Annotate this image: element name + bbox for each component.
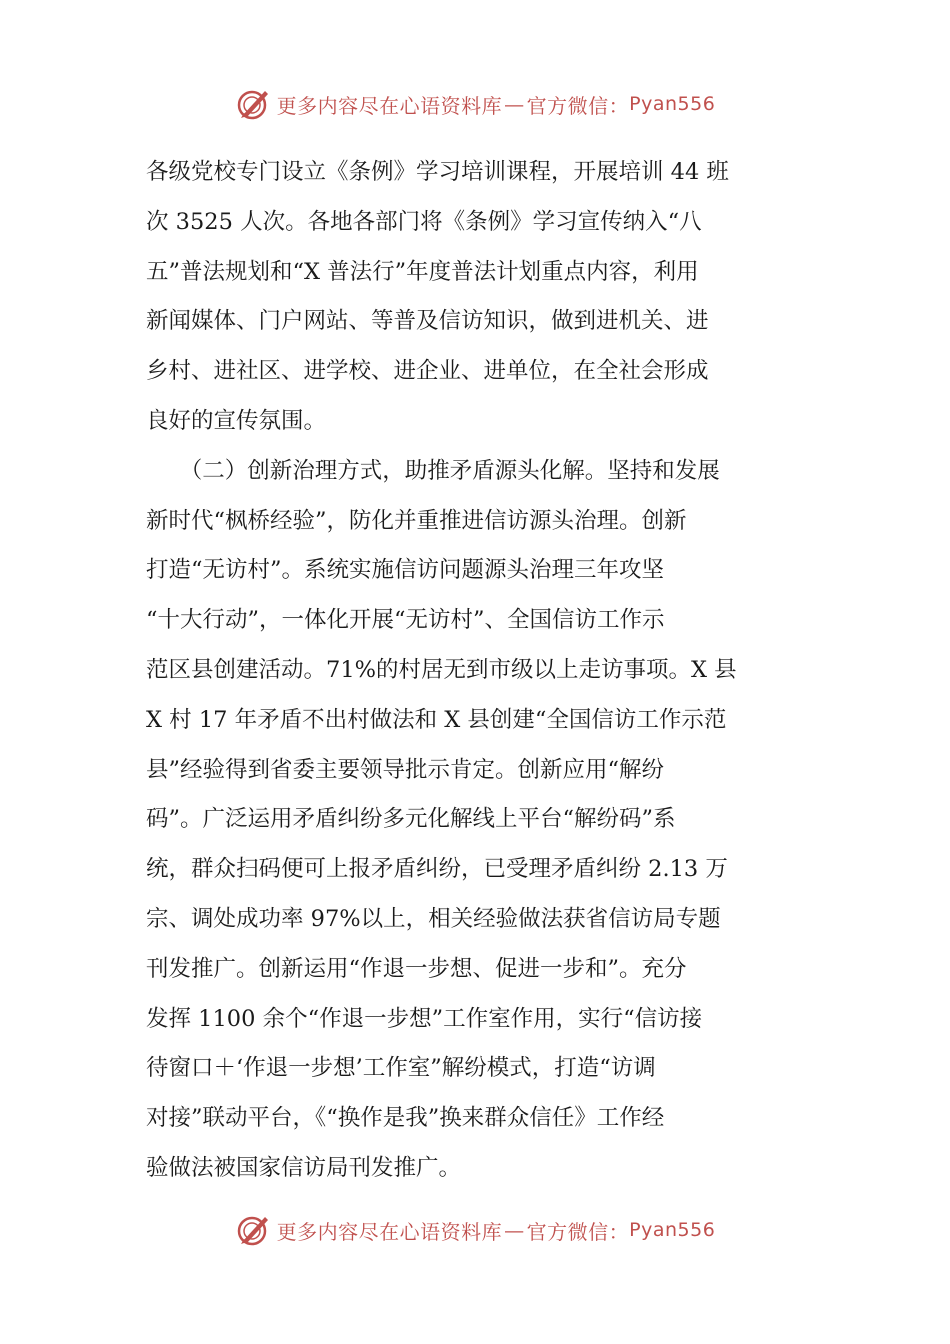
body-line-5: 乡村、进社区、进学校、进企业、进单位，在全社会形成	[146, 358, 709, 385]
header-banner	[0, 84, 950, 124]
body-line-19: 待窗口＋‘作退一步想’工作室”解纷模式，打造“访调	[146, 1055, 656, 1082]
body-line-4: 新闻媒体、门户网站、等普及信访知识，做到进机关、进	[146, 308, 709, 335]
body-line-2: 次 3525 人次。各地各部门将《条例》学习宣传纳入“八	[146, 208, 702, 235]
header-site-text: 更多内容尽在心语资料库	[276, 93, 503, 118]
body-line-21: 验做法被国家信访局刊发推广。	[146, 1154, 462, 1181]
pen-in-circle-icon	[235, 85, 273, 123]
body-line-14: 码”。广泛运用矛盾纠纷多元化解线上平台“解纷码”系	[146, 806, 676, 833]
body-line-13: 县”经验得到省委主要领导批示肯定。创新应用“解纷	[146, 756, 665, 783]
body-line-16: 宗、调处成功率 97%以上，相关经验做法获省信访局专题	[146, 905, 721, 932]
body-line-3: 五”普法规划和“X 普法行”年度普法计划重点内容，利用	[146, 258, 699, 285]
body-line-6: 良好的宣传氛围。	[146, 407, 327, 434]
body-line-12: X 村 17 年矛盾不出村做法和 X 县创建“全国信访工作示范	[146, 706, 727, 733]
footer-banner	[0, 1210, 950, 1250]
pen-in-circle-icon	[235, 1211, 273, 1249]
body-line-8: 新时代“枫桥经验”，防化并重推进信访源头治理。创新	[146, 507, 687, 534]
footer-account: Pyan556	[629, 1219, 716, 1241]
body-line-1: 各级党校专门设立《条例》学习培训课程，开展培训 44 班	[146, 159, 729, 185]
footer-site-text: 更多内容尽在心语资料库	[276, 1219, 503, 1244]
body-line-7: （二）创新治理方式，助推矛盾源头化解。坚持和发展	[146, 457, 720, 484]
body-line-9: 打造“无访村”。系统实施信访问题源头治理三年攻坚	[146, 557, 665, 584]
body-line-20: 对接”联动平台，《“换作是我”换来群众信任》工作经	[146, 1105, 665, 1132]
document-body	[146, 148, 806, 1194]
body-line-10: “十大行动”，一体化开展“无访村”、全国信访工作示	[146, 607, 665, 634]
body-line-15: 统，群众扫码便可上报矛盾纠纷，已受理矛盾纠纷 2.13 万	[146, 856, 728, 883]
footer-label: 官方微信：	[526, 1219, 630, 1244]
body-line-18: 发挥 1100 余个“作退一步想”工作室作用，实行“信访接	[146, 1005, 703, 1032]
header-account: Pyan556	[629, 93, 716, 115]
body-line-11: 范区县创建活动。71%的村居无到市级以上走访事项。X 县	[146, 656, 737, 683]
body-line-17: 刊发推广。创新运用“作退一步想、促进一步和”。充分	[146, 955, 687, 982]
footer-dash: —	[504, 1218, 525, 1242]
header-dash: —	[504, 92, 525, 116]
header-label: 官方微信：	[526, 93, 630, 118]
